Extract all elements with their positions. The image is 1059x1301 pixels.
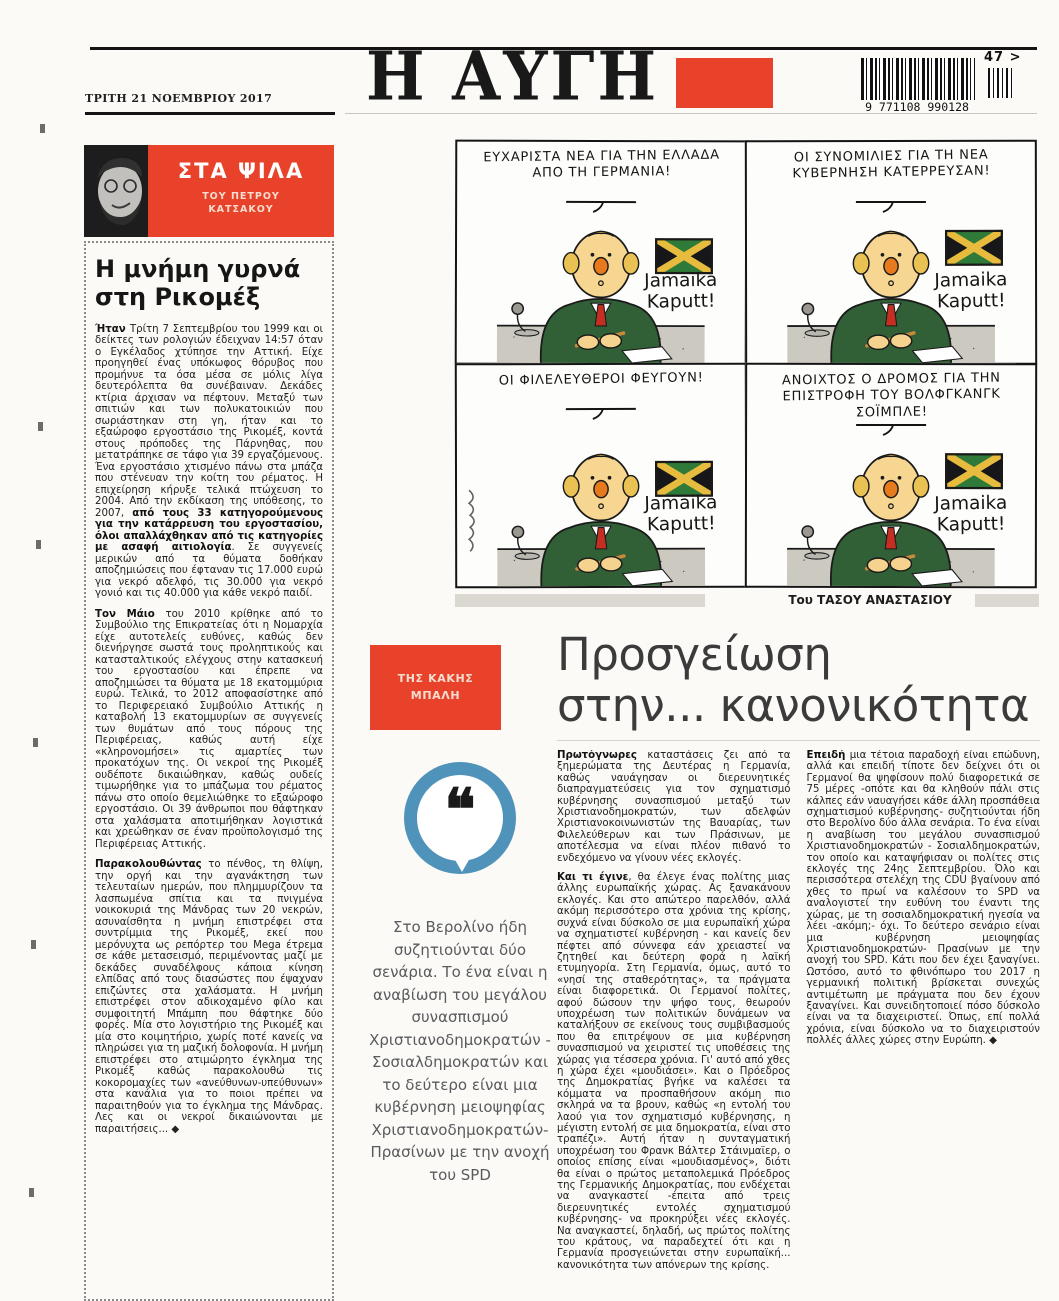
column-article-title: Η μνήμη γυρνά στη Ρικομέξ: [95, 255, 301, 312]
column-paragraph: Παρακολουθώντας το πένθος, τη θλίψη, την οργή και την αγανάκτηση των τελευταίων ημερών, που πλημμυρίζουν τα λασπωμένα σπίτια και τα πνιγμένα νοικοκυριά της Μάνδρας των 20 νεκρών, ασυναίσθητα η μνήμη επιστρέφει στα συντρίμμια της Ρικομέξ, εκεί που μερόνυχτα ως ρεπόρτερ του Mega έτρεμα σε κάθε μετασεισμό, περιμένοντας μαζί με δεκάδες συναδέλφους κάποια κίνηση ελπίδας από τους διασώστες που έψαχναν επιζώντες στα χαλάσματα. Η μνήμη επιστρέφει στον αδικοχαμένο φίλο και συμφοιτητή Μπάμπη που θάφτηκε δύο φορές. Μία στο λογιστήριο της Ρικομέξ και μία στο κοιμητήριο, χωρίς ποτέ κανείς να πληρώσει για τη μαζική δολοφονία. Η μνήμη επιστρέφει στο ατιμώρητο έγκλημα της Ρικομέξ καθώς παρακολουθώ τις κοκορομαχίες των «ανεύθυνων-υπεύθυνων» στα κανάλια για το ποιοι πρέπει να παραιτηθούν για το έγκλημα της Μάνδρας. Λες και οι νεκροί δικαιώνονται με παραιτήσεις... ◆: [95, 859, 324, 1135]
section-title: ΣΤΑ ΨΙΛΑ: [177, 159, 305, 183]
print-artifact: [33, 738, 38, 747]
panel-caption: ΟΙ ΣΥΝΟΜΙΛΙΕΣ ΓΙΑ ΤΗ ΝΕΑ ΚΥΒΕΡΝΗΣΗ ΚΑΤΕΡΡΕΥΣΑΝ!: [791, 147, 991, 182]
comic-strip: [455, 140, 1041, 592]
headline-line2: στην... κανονικότητα: [557, 678, 1030, 732]
sta-psila-banner: [148, 145, 334, 237]
columnist-photo: [84, 145, 148, 237]
flag-label: Jamaika Kaputt!: [644, 492, 718, 536]
speech-tail-icon: [561, 407, 641, 421]
flag-label: Jamaika Kaputt!: [644, 269, 718, 313]
masthead-date: ΤΡΙΤΗ 21 ΝΟΕΜΒΡΙΟΥ 2017: [85, 92, 273, 105]
pull-quote-block: [365, 762, 555, 1186]
column-paragraph: Τον Μάιο του 2010 κρίθηκε από το Συμβούλιο της Επικρατείας ότι η Νομαρχία είχε αυτοτελείς ευθύνες, καθώς δεν διενήργησε σωστά τους προληπτικούς και κατασταλτικούς ελέγχους στην κατασκευή του εργοστασίου και έπρεπε να αποζημιώσει τα θύματα με 18 εκατομμύρια ευρώ. Τελικά, το 2012 αποφασίστηκε από το Περιφερειακό Συμβούλιο Αττικής η καταβολή 13 εκατομμυρίων σε συγγενείς των θυμάτων από τους πόρους της Περιφέρειας, καθώς αυτή είχε «κληρονομήσει» τις αμαρτίες των προκατόχων της. Οι νεκροί της Ρικομέξ ουδέποτε δικαιώθηκαν, καθώς ουδείς τιμωρήθηκε για το μπάζωμα του ρέματος πάνω στο οποίο θεμελιώθηκε το εξαώροφο εργοστάσιο. Οι 39 άνθρωποι που θάφτηκαν στα χαλάσματα αποτιμήθηκαν λογιστικά και χρεώθηκαν σε έναν προϋπολογισμό της Περιφέρειας Αττικής.: [95, 608, 323, 850]
panel-caption: ΟΙ ΦΙΛΕΛΕΥΘΕΡΟΙ ΦΕΥΓΟΥΝ!: [498, 370, 704, 389]
flag-label: Jamaika Kaputt!: [934, 269, 1008, 313]
comic-panel-4: [745, 363, 1037, 589]
issue-number: 47 >: [984, 50, 1022, 65]
quote-marks-glyph: ❝: [444, 776, 476, 844]
comic-panel-1: [455, 140, 748, 366]
print-artifact: [36, 540, 41, 549]
author-kicker: [370, 645, 501, 730]
print-artifact: [40, 124, 45, 133]
article-headline: [557, 630, 1045, 732]
byline-line1: ΤΟΥ ΠΕΤΡΟΥ: [202, 191, 280, 202]
print-artifact: [29, 1188, 34, 1197]
masthead-date-rule: [85, 112, 335, 115]
panel-caption: ΕΥΧΑΡΙΣΤΑ ΝΕΑ ΓΙΑ ΤΗΝ ΕΛΛΑΔΑ ΑΠΟ ΤΗ ΓΕΡΜΑΝΙΑ!: [482, 147, 720, 182]
flag-label: Jamaika Kaputt!: [934, 492, 1008, 536]
jamaica-flag-icon: [945, 453, 1003, 489]
barcode-addon: [988, 68, 1012, 98]
masthead-red-block: [676, 58, 773, 108]
barcode: [861, 58, 975, 100]
article-paragraph: Και τι έγινε, θα έλεγε ένας πολίτης μιας άλλης ευρωπαϊκής χώρας. Ας ξανακάνουν εκλογές. Και στο απώτερο παρελθόν, αλλά ακόμη περισσότερο στα χρόνια της κρίσης, συχνά είναι δύσκολο σε μια ευρωπαϊκή χώρα να σχηματιστεί κυβέρνηση - και κανείς δεν πέφτει από σύννεφα εάν χρειαστεί να ζητηθεί και δεύτερη φορά η λαϊκή ετυμηγορία. Στη Γερμανία, όμως, αυτό το «νησί της σταθερότητας», τα πράγματα είναι διαφορετικά. Οι Γερμανοί πολίτες, αφού δώσουν την ψήφο τους, θεωρούν υποχρέωση των πολιτικών δυνάμεων να καταλήξουν σε εκείνους τους συμβιβασμούς που θα επιτρέψουν σε μια κυβέρνηση συνασπισμού να χειριστεί τις υποθέσεις της χώρας για τέσσερα χρόνια. Γι' αυτό από χθες η χώρα έχει «μουδιάσει». Και ο Πρόεδρος της Δημοκρατίας βγήκε να καλέσει τα κόμματα να προσπαθήσουν ακόμη πιο σκληρά να τα βρουν, καθώς «η εντολή του λαού για τον σχηματισμό κυβέρνησης, η μέγιστη εντολή σε μια δημοκρατία, είναι στο τραπέζι». Αυτή ήταν η συνταγματική υποχρέωση του Φρανκ Βάλτερ Στάινμαϊερ, ο οποίος επίσης είναι «μουδιασμένος», διότι θα είναι ο πρώτος μεταπολεμικά Πρόεδρος της Γερμανικής Δημοκρατίας, που ενδέχεται να αναγκαστεί -έπειτα από τρεις διερευνητικές εντολές σχηματισμού κυβέρνησης- να προκηρύξει νέες εκλογές. Να αναγκαστεί, δηλαδή, ως πρώτος πολίτης του κράτους, να παραδεχτεί ότι και η Γερμανία προσγειώνεται στην ευρωπαϊκή... κανονικότητα των απόνερων της κρίσης.: [557, 872, 791, 1271]
article-body: [557, 750, 1040, 1282]
headline-line1: Προσγείωση: [557, 628, 832, 681]
jamaica-flag-icon: [945, 230, 1003, 266]
credit-smudge-left: [455, 594, 705, 607]
article-paragraph: Επειδή μια τέτοια παραδοχή είναι επώδυνη, αλλά και επειδή τίποτε δεν δείχνει ότι οι Γερμανοί θα ψηφίσουν πολύ διαφορετικά σε 75 μέρες -οπότε και θα κληθούν πάλι στις κάλπες εάν ναυαγήσει κάθε άλλη προσπάθεια σχηματισμού κυβέρνησης- συζητιούνται ήδη στο Βερολίνο δύο άλλα σενάρια. Το ένα είναι η αναβίωση του μεγάλου συνασπισμού Χριστιανοδημοκρατών - Σοσιαλδημοκρατών, τον οποίο και καταψήφισαν οι πολίτες στις εκλογές της 24ης Σεπτεμβρίου. Όλο και περισσότερα στελέχη της CDU βγαίνουν από χθες το πρωί να καλέσουν το SPD να αναλογιστεί την ευθύνη του έναντι της χώρας, με τη σοσιαλδημοκρατική ηγεσία να λέει -ακόμη;- όχι. Το δεύτερο σενάριο είναι μια κυβέρνηση μειοψηφίας Χριστιανοδημοκρατών- Πρασίνων με την ανοχή του SPD. Κάτι που δεν έχει ξαναγίνει. Ωστόσο, αυτό το φθινόπωρο του 2017 η γερμανική πολιτική βρίσκεται συνεχώς αντιμέτωπη με πράγματα που δεν έχουν ξαναγίνει. Και συνειδητοποιεί πόσο δύσκολο είναι να τα διαχειριστεί. Όπως, επί πολλά χρόνια, είναι δύσκολο να το διαχειριστούν πολλές άλλες χώρες στην Ευρώπη. ◆: [806, 750, 1040, 1047]
barcode-number: 9 771108 990128: [865, 100, 969, 114]
byline-line2: ΚΑΤΣΑΚΟΥ: [208, 203, 274, 215]
print-artifact: [38, 422, 43, 431]
article-paragraph: Πρωτόγνωρες καταστάσεις ζει από τα ξημερώματα της Δευτέρας η Γερμανία, καθώς ναυάγησαν οι διερευνητικές διαπραγματεύσεις για τον σχηματισμό κυβέρνησης συνασπισμού μεταξύ των Χριστιανοδημοκρατών, των αδελφών Χριστιανοκοινωνιστών της Βαυαρίας, των Φιλελεύθερων και των Πράσινων, με αποτέλεσμα να είναι πλέον πιθανό το ενδεχόμενο να γίνουν νέες εκλογές.: [557, 750, 791, 864]
sta-psila-header: [84, 145, 334, 237]
pull-quote-text: Στο Βερολίνο ήδη συζητιούνται δύο σενάρια. Το ένα είναι η αναβίωση του μεγάλου συνασπισμού Χριστιανοδημοκρατών - Σοσιαλδημοκρατών και το δεύτερο είναι μια κυβέρνηση μειοψηφίας Χριστιανοδημοκρατών- Πρασίνων με την ανοχή του SPD: [369, 918, 551, 1184]
headline-rule: [557, 740, 1040, 741]
comic-panel-3: [455, 363, 747, 589]
sta-psila-column: [84, 145, 334, 1301]
newspaper-title: Η ΑΥΓΗ: [365, 37, 660, 116]
panel-caption: ΑΝΟΙΧΤΟΣ Ο ΔΡΟΜΟΣ ΓΙΑ ΤΗΝ ΕΠΙΣΤΡΟΦΗ ΤΟΥ ΒΟΛΦΓΚΑΝΓΚ ΣΟΪΜΠΛΕ!: [781, 370, 1001, 420]
print-artifact: [31, 940, 36, 949]
column-paragraph: Ήταν Τρίτη 7 Σεπτεμβρίου του 1999 και οι δείκτες των ρολογιών έδειχναν 14:57 όταν ο Εγκέλαδος χτύπησε την Αττική. Είχε προηγηθεί ένας υπόκωφος θόρυβος που προμήνυε τα όσα μέσα σε μόλις λίγα δευτερόλεπτα θα συνέβαιναν. Δεκάδες κτίρια άρχισαν να πέφτουν. Μεταξύ των σπιτιών και των πολυκατοικιών που σωριάστηκαν στη γη, ήταν και το εξαώροφο εργοστάσιο της Ρικομέξ, κοντά στους πρόποδες της Πάρνηθας, που μετατράπηκε σε τάφο για 39 εργαζόμενους. Ένα εργοστάσιο χτισμένο πάνω στα μπάζα που στένευαν την κοίτη του ρέματος. Η επιχείρηση κήρυξε τελικά πτώχευση το 2004. Από την εκδίκαση της υπόθεσης, το 2007, από τους 33 κατηγορούμενους για την κατάρρευση του εργοστασίου, όλοι απαλλάχθηκαν από τις κατηγορίες με ασαφή αιτιολογία. Σε συγγενείς μερικών από τα θύματα δοθήκαν αποζημιώσεις που έφταναν τις 17.000 ευρώ για νεκρό αδελφό, τις 30.000 για νεκρό γονιό και τις 40.000 για κάθε νεκρό παιδί.: [95, 323, 324, 600]
comic-panel-2: [745, 140, 1037, 366]
columnist-byline: [148, 191, 334, 217]
quote-bubble-tail: [454, 858, 470, 872]
comic-credit: Του ΤΑΣΟΥ ΑΝΑΣΤΑΣΙΟΥ: [788, 593, 952, 607]
quote-bubble-icon: [404, 762, 516, 874]
sta-psila-article: [84, 241, 334, 1301]
kicker-line2: ΜΠΑΛΗ: [410, 688, 461, 702]
kicker-line1: ΤΗΣ ΚΑΚΗΣ: [397, 672, 474, 685]
artist-signature-scribble: [461, 485, 491, 555]
